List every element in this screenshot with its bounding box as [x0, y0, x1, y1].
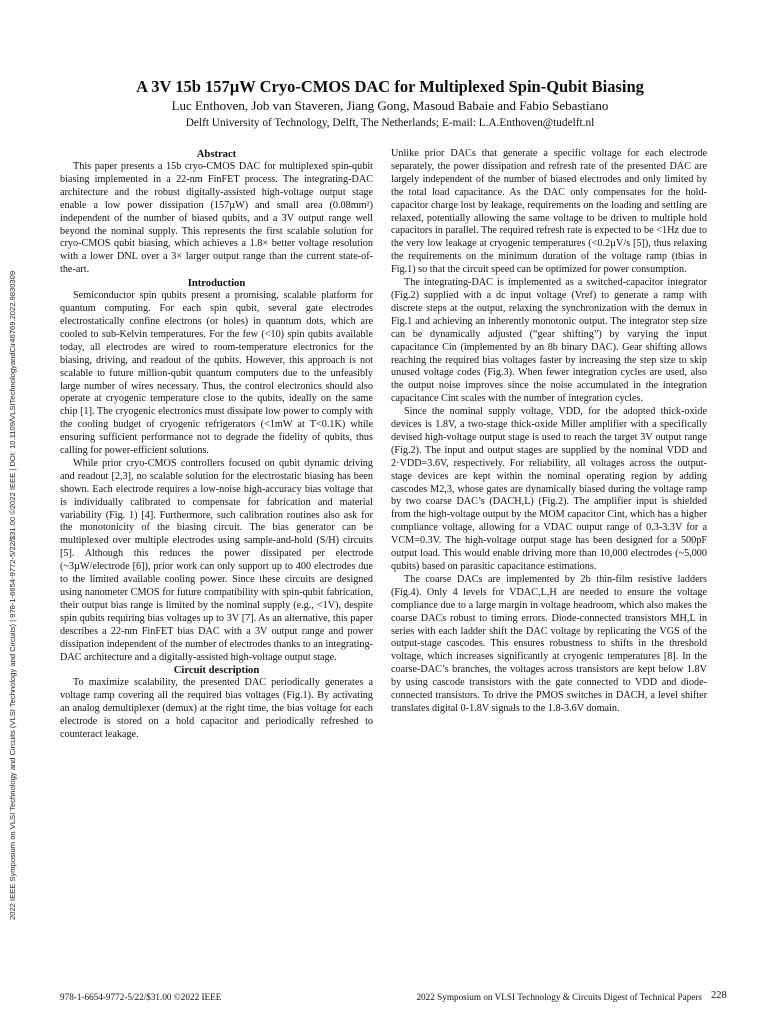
right-paragraph-1: Unlike prior DACs that generate a specific voltage for each electrode separately, the power dissipation and refresh rate of the presented DAC are largely independent of the number of biased electrodes and only limited by the total load capacitance. As the DAC only compensates for the hold-capacitor charge lost by leakage, requirements on the loading and settling are relaxed, potentially allowing the same voltage to be driven to multiple hold capacitors in parallel. The required refresh rate is expected to be <1Hz due to the very low leakage at cryogenic temperatures (<0.2µV/s [5]), thus relaxing the requirements on the minimum duration of the voltage ramp (tbias in Fig.1) so that the circuit speed can be optimized for power consumption.	[391, 148, 707, 276]
right-paragraph-3: Since the nominal supply voltage, VDD, for the adopted thick-oxide devices is 1.8V, a two-stage thick-oxide Miller amplifier with a specifically devised high-voltage output stage is used to reach the target 3V output range (Fig.2). The input and output stages are supplied by the nominal VDD and 2·VDD=3.6V, respectively. For reliability, all voltages across the output-stage devices are kept within the nominal operating region by adding cascodes M2,3, whose gates are dynamically biased during the voltage ramp by two coarse DAC’s (DACH,L) (Fig.2). The amplifier input is shielded from the high-voltage output by the MOM capacitor Cint, which has a higher compliance voltage, allowing for a VDAC output range of 0.3-3.3V for a VCM=0.3V. The high-voltage output stage has been designed for a 500pF output load. This would enable driving more than 10,000 electrodes (~5,000 qubits) based on parasitic capacitance estimations.	[391, 406, 707, 572]
introduction-heading: Introduction	[187, 278, 246, 290]
footer-copyright: 978-1-6654-9772-5/22/$31.00 ©2022 IEEE	[60, 992, 222, 1002]
introduction-paragraph-1: Semiconductor spin qubits present a promising, scalable platform for quantum computing. For each spin qubit, several gate electrodes electrostatically confine electrons (or holes) in quantum dots, which are cooled to sub-Kelvin temperatures. For the few (<10) spin qubits available today, all electrodes are wired to room-temperature electronics for the biasing, driving, and readout of the qubits. However, this approach is not scalable to future million-qubit quantum computers due to the unfeasibly large number of wires necessary. Thus, the control electronics should also operate at cryogenic temperature close to the qubits, ideally on the same chip [1]. The cryogenic electronics must dissipate low power to comply with the cooling budget of cryogenic refrigerators (<1mW at T<0.1K) while ensuring sufficient performance not to degrade the fidelity of qubits, thus calling for power-efficient solutions.	[60, 290, 373, 457]
right-paragraph-2: The integrating-DAC is implemented as a switched-capacitor integrator (Fig.2) supplied with a dc input voltage (Vref) to generate a ramp with discrete steps at the output, relaxing the synchronization with the demux in Fig.1 and achieving an inherently monotonic output. The integrator step size can be dynamically adjusted (“gear shifting”) by varying the input capacitance Cin (implemented by an 8b binary DAC). Gear shifting allows reaching the required bias voltages faster by increasing the step size to skip unused voltage codes (Fig.3). When fewer integration cycles are used, also the output noise improves since the noise accumulated in the integration capacitance Cint scales with the number of integration cycles.	[391, 277, 707, 405]
paper-title: A 3V 15b 157µW Cryo-CMOS DAC for Multiplexed Spin-Qubit Biasing	[136, 77, 644, 96]
page-number: 228	[711, 990, 727, 1001]
footer-proceedings: 2022 Symposium on VLSI Technology & Circuits Digest of Technical Papers	[416, 992, 702, 1002]
side-doi-text: 2022 IEEE Symposium on VLSI Technology and Circuits (VLSI Technology and Circuits) | 978-1-6654-9772-5/22/$31.00 ©2022 IEEE | DOI: 10.1109/VLSITechnologyandCir46769.2022.9830309	[8, 270, 17, 920]
left-column	[60, 148, 373, 742]
right-column	[391, 148, 707, 716]
circuit-paragraph-1: To maximize scalability, the presented DAC periodically generates a voltage ramp covering all the required bias voltages (Fig.1). By activating an analog demultiplexer (demux) at the right time, the bias voltage for each electrode is stored on a hold capacitor and periodically refreshed to counteract leakage.	[60, 677, 373, 741]
paper-affiliation: Delft University of Technology, Delft, The Netherlands; E-mail: L.A.Enthoven@tudelft.nl	[185, 117, 595, 129]
side-doi-stamp	[8, 100, 22, 920]
abstract-text: This paper presents a 15b cryo-CMOS DAC for multiplexed spin-qubit biasing implemented in a 22-nm FinFET process. The integrating-DAC architecture and the robust digitally-assisted high-voltage output stage enable a low power dissipation (157µW) and small area (0.08mm²) independent of the number of biased qubits, and a 3V output range well beyond the nominal supply. This represents the first scalable solution for cryo-CMOS qubit biasing, which achieves a 1.8× better voltage resolution with a lower DNL over a 3× larger output range than the current state-of-the-art.	[60, 161, 373, 276]
introduction-paragraph-2: While prior cryo-CMOS controllers focused on qubit dynamic driving and readout [2,3], no scalable solution for the electrostatic biasing has been shown. Each electrode requires a low-noise high-accuracy bias voltage that is individually calibrated to compensate for fabrication and material variability (Fig. 1) [4]. Furthermore, such calibration routines also ask for the monotonicity of the biasing circuit. The bias generator can be multiplexed over multiple electrodes using sample-and-hold (S/H) circuits [5]. Although this reduces the power dissipated per electrode (~3µW/electrode [6]), prior work can only support up to 400 electrodes due to the limited available cooling power. Since these circuits are designed using nanometer CMOS for future compatibility with spin-qubit fabrication, their output bias range is limited by the nominal supply (e.g., <1V), despite spin qubits requiring bias voltages up to 3V [7]. As an alternative, this paper describes a 22-nm FinFET bias DAC with a 3V output range and power dissipation independent of the number of electrodes thanks to an integrating-DAC architecture and a digitally-assisted high-voltage output stage.	[60, 457, 373, 663]
paper-authors: Luc Enthoven, Job van Staveren, Jiang Gong, Masoud Babaie and Fabio Sebastiano	[171, 98, 609, 113]
circuit-description-heading: Circuit description	[173, 665, 260, 677]
right-paragraph-4: The coarse DACs are implemented by 2b thin-film resistive ladders (Fig.4). Only 4 levels for VDAC,L,H are needed to ensure the voltage compliance due to a large margin in voltage headroom, which also makes the coarse DACs robust to timing errors. Diode-connected transistors MH,L in series with each ladder shift the DAC voltage by replicating the VGS of the output-stage cascodes. This ensures robustness to shifts in the threshold voltage, which increases significantly at cryogenic temperatures [8]. In the coarse-DAC’s branches, the voltages across transistors are kept below 1.8V by using cascode transistors with the gate connected to VDD and diode-connected transistors. To drive the PMOS switches in DACH, a level shifter translates digital 0-1.8V signals to the 1.8-3.6V domain.	[391, 573, 707, 714]
abstract-heading: Abstract	[196, 149, 237, 160]
